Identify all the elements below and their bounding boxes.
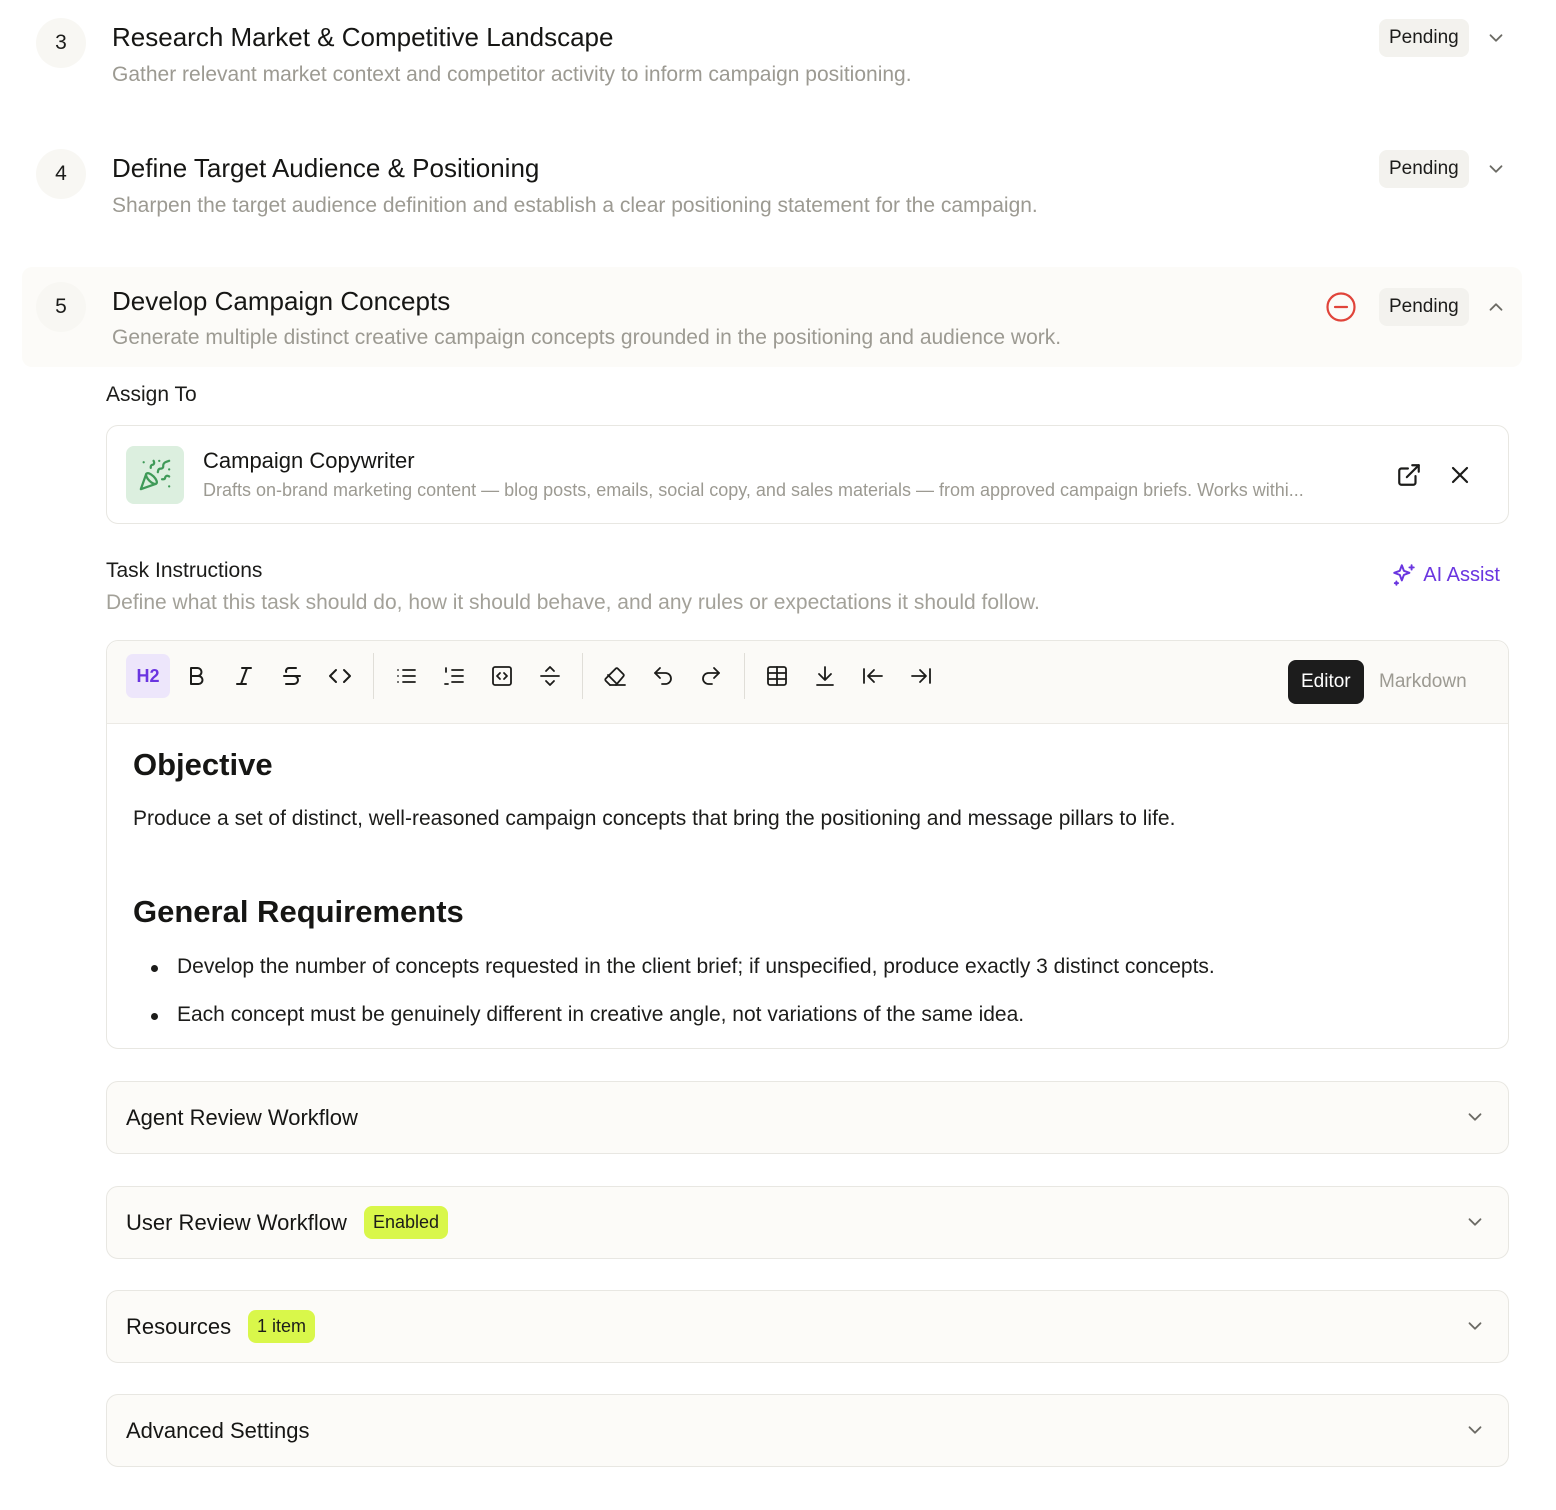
code-button[interactable] xyxy=(318,654,362,698)
arrow-right-to-line-icon xyxy=(909,664,933,688)
step-5[interactable] xyxy=(22,267,1522,367)
chevron-down-icon xyxy=(1464,1315,1486,1337)
section-title: Resources xyxy=(126,1313,232,1339)
remove-circle-icon[interactable] xyxy=(1325,291,1357,323)
arrow-left-to-line-icon xyxy=(861,664,885,688)
ai-assist-button[interactable] xyxy=(1391,562,1500,588)
chevron-down-icon xyxy=(1464,1419,1486,1441)
agent-name: Campaign Copywriter xyxy=(203,448,415,473)
section-title: Agent Review Workflow xyxy=(126,1104,358,1130)
status-badge: Pending xyxy=(1379,19,1469,57)
editor-toolbar xyxy=(107,641,1508,724)
status-badge: Pending xyxy=(1379,150,1469,188)
section-title: Advanced Settings xyxy=(126,1417,310,1443)
editor-mode-tab[interactable]: Editor xyxy=(1288,660,1364,704)
toolbar-divider xyxy=(582,653,583,699)
sparkles-icon xyxy=(1391,562,1417,588)
italic-icon xyxy=(232,664,256,688)
user-review-workflow-section[interactable] xyxy=(106,1186,1509,1259)
italic-button[interactable] xyxy=(222,654,266,698)
undo-icon xyxy=(651,664,675,688)
assign-to-label: Assign To xyxy=(106,383,197,406)
clear-format-button[interactable] xyxy=(593,654,637,698)
eraser-icon xyxy=(603,664,627,688)
horizontal-rule-button[interactable] xyxy=(528,654,572,698)
bold-icon xyxy=(184,664,208,688)
advanced-settings-section[interactable] xyxy=(106,1394,1509,1467)
redo-icon xyxy=(699,664,723,688)
outdent-button[interactable] xyxy=(851,654,895,698)
instructions-editor xyxy=(106,640,1509,1049)
list-item[interactable]: Each concept must be genuinely different in creative angle, not variations of the same idea. xyxy=(177,1003,1025,1026)
content-paragraph[interactable]: Produce a set of distinct, well-reasoned campaign concepts that bring the positioning and message pillars to life. xyxy=(133,807,1176,830)
task-instructions-subtitle: Define what this task should do, how it should behave, and any rules or expectations it should follow. xyxy=(106,591,1040,614)
step-number: 4 xyxy=(36,149,86,199)
count-badge: 1 item xyxy=(248,1310,315,1343)
ordered-list-icon xyxy=(442,664,466,688)
ai-assist-label: AI Assist xyxy=(1423,563,1500,586)
enabled-badge: Enabled xyxy=(364,1206,448,1239)
bullet-marker xyxy=(151,965,158,972)
heading-2-button[interactable]: H2 xyxy=(126,654,170,698)
party-popper-icon xyxy=(138,458,172,492)
assigned-agent-card xyxy=(106,425,1509,524)
undo-button[interactable] xyxy=(641,654,685,698)
step-number: 5 xyxy=(36,282,86,332)
table-button[interactable] xyxy=(755,654,799,698)
chevron-down-icon xyxy=(1464,1211,1486,1233)
step-4[interactable] xyxy=(22,131,1522,251)
strikethrough-icon xyxy=(280,664,304,688)
bold-button[interactable] xyxy=(174,654,218,698)
chevron-down-icon[interactable] xyxy=(1485,158,1507,180)
close-icon[interactable] xyxy=(1448,463,1472,487)
code-block-button[interactable] xyxy=(480,654,524,698)
step-description: Gather relevant market context and competitor activity to inform campaign positioning. xyxy=(112,63,912,86)
agent-avatar xyxy=(126,446,184,504)
step-3[interactable] xyxy=(22,0,1522,120)
indent-button[interactable] xyxy=(899,654,943,698)
download-icon xyxy=(813,664,837,688)
content-heading[interactable]: Objective xyxy=(133,747,273,782)
code-icon xyxy=(328,664,352,688)
toolbar-divider xyxy=(744,653,745,699)
ordered-list-button[interactable] xyxy=(432,654,476,698)
external-link-icon[interactable] xyxy=(1396,462,1422,488)
agent-description: Drafts on-brand marketing content — blog posts, emails, social copy, and sales materials — from approved campaign briefs. Works withi... xyxy=(203,480,1304,500)
redo-button[interactable] xyxy=(689,654,733,698)
step-title: Develop Campaign Concepts xyxy=(112,286,451,316)
bullet-list-icon xyxy=(394,664,418,688)
toolbar-divider xyxy=(373,653,374,699)
chevron-down-icon xyxy=(1464,1106,1486,1128)
step-description: Generate multiple distinct creative campaign concepts grounded in the positioning and audience work. xyxy=(112,326,1062,349)
markdown-mode-tab[interactable]: Markdown xyxy=(1379,671,1467,692)
strikethrough-button[interactable] xyxy=(270,654,314,698)
step-title: Research Market & Competitive Landscape xyxy=(112,22,614,52)
code-block-icon xyxy=(490,664,514,688)
step-description: Sharpen the target audience definition and establish a clear positioning statement for the campaign. xyxy=(112,194,1038,217)
bullet-list-button[interactable] xyxy=(384,654,428,698)
section-title: User Review Workflow xyxy=(126,1209,347,1235)
chevron-down-icon[interactable] xyxy=(1485,27,1507,49)
agent-review-workflow-section[interactable] xyxy=(106,1081,1509,1154)
status-badge: Pending xyxy=(1379,288,1469,326)
bullet-marker xyxy=(151,1013,158,1020)
list-item[interactable]: Develop the number of concepts requested in the client brief; if unspecified, produce exactly 3 distinct concepts. xyxy=(177,955,1215,978)
content-heading[interactable]: General Requirements xyxy=(133,894,464,929)
chevron-up-icon[interactable] xyxy=(1485,296,1507,318)
download-button[interactable] xyxy=(803,654,847,698)
step-title: Define Target Audience & Positioning xyxy=(112,153,540,183)
separator-icon xyxy=(538,664,562,688)
resources-section[interactable] xyxy=(106,1290,1509,1363)
step-number: 3 xyxy=(36,18,86,68)
task-instructions-label: Task Instructions xyxy=(106,559,263,582)
table-icon xyxy=(765,664,789,688)
